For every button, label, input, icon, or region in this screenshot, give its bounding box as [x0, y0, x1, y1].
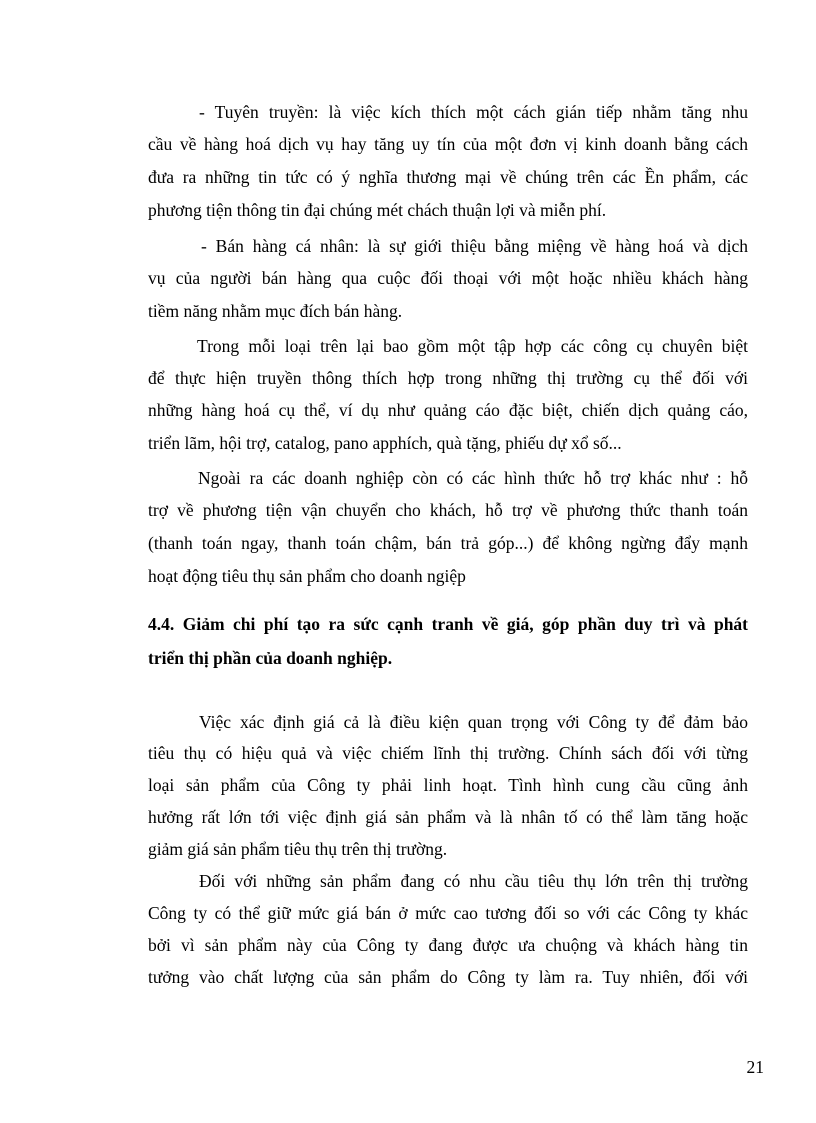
text-line: loại sản phẩm của Công ty phải linh hoạt. Tình hình cung cầu cũng ảnh	[148, 775, 748, 795]
heading-line: triển thị phần của doanh nghiệp.	[148, 648, 393, 668]
text-line: phương tiện thông tin đại chúng mét chách thuận lợi và miễn phí.	[148, 200, 607, 220]
text-line: bởi vì sản phẩm này của Công ty đang được ưa chuộng và khách hàng tin	[148, 935, 748, 955]
text-line: để thực hiện truyền thông thích hợp trong những thị trường cụ thể đối với	[148, 368, 748, 388]
text-line: Ngoài ra các doanh nghiệp còn có các hình thức hỗ trợ khác như : hỗ	[198, 468, 748, 488]
text-line: hoạt động tiêu thụ sản phẩm cho doanh ngiệp	[148, 566, 466, 586]
text-line: những hàng hoá cụ thể, ví dụ như quảng cáo đặc biệt, chiến dịch quảng cáo,	[148, 400, 748, 420]
text-line: triển lãm, hội trợ, catalog, pano apphích, quà tặng, phiếu dự xổ số...	[148, 433, 622, 453]
text-line: Đối với những sản phẩm đang có nhu cầu tiêu thụ lớn trên thị trường	[199, 871, 748, 891]
text-line: tiềm năng nhằm mục đích bán hàng.	[148, 301, 403, 321]
text-line: trợ về phương tiện vận chuyển cho khách, hỗ trợ về phương thức thanh toán	[148, 500, 748, 520]
text-line: đưa ra những tin tức có ý nghĩa thương mại về chúng trên các Ền phẩm, các	[148, 167, 748, 187]
heading-line: 4.4. Giảm chi phí tạo ra sức cạnh tranh về giá, góp phần duy trì và phát	[148, 614, 748, 634]
text-line: vụ của người bán hàng qua cuộc đối thoại với một hoặc nhiều khách hàng	[148, 268, 748, 288]
text-line: - Tuyên truyền: là việc kích thích một cách gián tiếp nhằm tăng nhu	[199, 102, 748, 122]
text-line: Công ty có thể giữ mức giá bán ở mức cao tương đối so với các Công ty khác	[148, 903, 748, 923]
text-line: tưởng vào chất lượng của sản phẩm do Công ty làm ra. Tuy nhiên, đối với	[148, 967, 748, 987]
text-line: - Bán hàng cá nhân: là sự giới thiệu bằng miệng về hàng hoá và dịch	[201, 236, 748, 256]
text-line: Trong mỗi loại trên lại bao gồm một tập hợp các công cụ chuyên biệt	[197, 336, 748, 356]
text-line: hưởng rất lớn tới việc định giá sản phẩm và là nhân tố có thể làm tăng hoặc	[148, 807, 748, 827]
text-line: cầu về hàng hoá dịch vụ hay tăng uy tín của một đơn vị kinh doanh bằng cách	[148, 134, 748, 154]
text-line: tiêu thụ có hiệu quả và việc chiếm lĩnh thị trường. Chính sách đối với từng	[148, 743, 748, 763]
text-line: (thanh toán ngay, thanh toán chậm, bán trả góp...) để không ngừng đẩy mạnh	[148, 533, 748, 553]
text-line: giảm giá sản phẩm tiêu thụ trên thị trường.	[148, 839, 448, 859]
text-line: Việc xác định giá cả là điều kiện quan trọng với Công ty để đảm bảo	[199, 712, 748, 732]
page-number: 21	[746, 1057, 764, 1077]
